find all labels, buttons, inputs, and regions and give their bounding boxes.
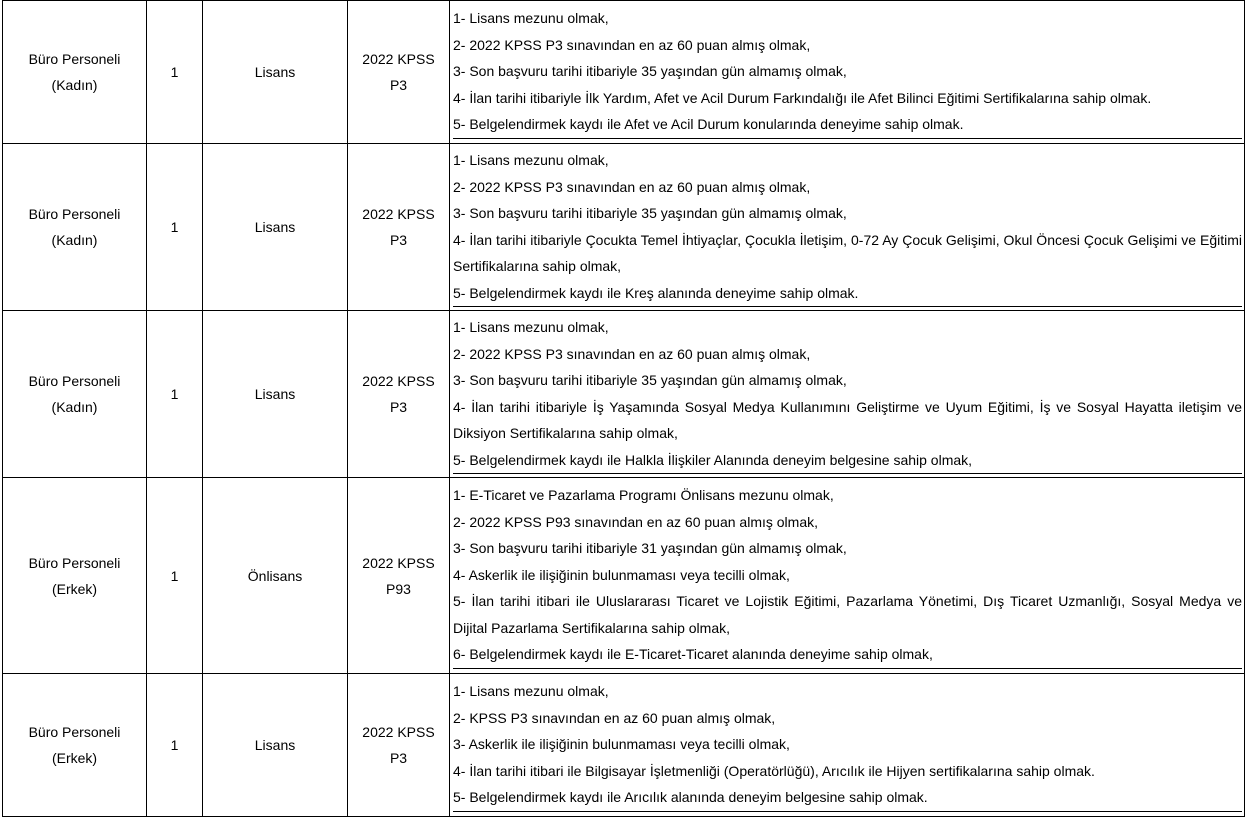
requirement-item: 4- İlan tarihi itibariyle İlk Yardım, Afet ve Acil Durum Farkındalığı ile Afet Bilinci Eğitimi Sertifikalarına sahip olmak.	[453, 89, 1152, 106]
table-row	[3, 311, 1245, 478]
position-line: Büro Personeli	[28, 554, 121, 571]
requirement-item: 1- Lisans mezunu olmak,	[453, 319, 609, 335]
exam-cell	[348, 311, 450, 478]
requirements-cell	[450, 674, 1245, 817]
table-body	[3, 1, 1245, 817]
table-row	[3, 674, 1245, 817]
position-line: Büro Personeli	[28, 51, 121, 67]
position-line: (Kadın)	[51, 399, 98, 415]
exam-line: 2022 KPSS	[362, 206, 435, 222]
requirement-item: 2- 2022 KPSS P3 sınavından en az 60 puan almış olmak,	[453, 36, 811, 53]
requirement-item: 1- Lisans mezunu olmak,	[453, 152, 609, 168]
requirement-item: 5- Belgelendirmek kaydı ile Kreş alanında deneyime sahip olmak.	[453, 280, 1242, 308]
position-cell	[3, 311, 147, 478]
requirement-item: 5- İlan tarihi itibari ile Uluslararası Ticaret ve Lojistik Eğitimi, Pazarlama Yönetimi, Dış Ticaret Uzmanlığı, Sosyal Medya ve Dijital Pazarlama Sertifikalarına sahip olmak,	[453, 593, 1242, 636]
exam-line: 2022 KPSS	[362, 724, 435, 740]
requirement-item: 6- Belgelendirmek kaydı ile E-Ticaret-Ticaret alanında deneyime sahip olmak,	[453, 641, 1242, 669]
table-row	[3, 1, 1245, 144]
exam-line: 2022 KPSS	[362, 373, 435, 389]
position-cell	[3, 478, 147, 674]
education-cell: Lisans	[203, 1, 348, 144]
position-cell	[3, 144, 147, 311]
requirement-item: 2- 2022 KPSS P93 sınavından en az 60 puan almış olmak,	[453, 513, 819, 530]
education-cell: Lisans	[203, 311, 348, 478]
education-cell: Önlisans	[203, 478, 348, 674]
requirement-item: 5- Belgelendirmek kaydı ile Arıcılık alanında deneyim belgesine sahip olmak.	[453, 784, 1242, 812]
exam-line: 2022 KPSS	[362, 554, 435, 571]
position-line: (Kadın)	[51, 232, 98, 248]
count-cell: 1	[147, 478, 203, 674]
requirement-item: 4- Askerlik ile ilişiğinin bulunmaması veya tecilli olmak,	[453, 566, 790, 583]
position-line: Büro Personeli	[28, 206, 121, 222]
position-line: (Erkek)	[51, 580, 98, 597]
education-cell: Lisans	[203, 144, 348, 311]
job-requirements-table	[2, 0, 1245, 817]
requirement-item: 2- KPSS P3 sınavından en az 60 puan almış olmak,	[453, 709, 776, 726]
exam-line: P3	[389, 77, 408, 93]
requirement-item: 4- İlan tarihi itibariyle Çocukta Temel İhtiyaçlar, Çocukla İletişim, 0-72 Ay Çocuk Gelişimi, Okul Öncesi Çocuk Gelişimi ve Eğitimi Sertifikalarına sahip olmak,	[453, 231, 1242, 274]
exam-line: P3	[389, 750, 408, 766]
position-line: (Erkek)	[51, 750, 98, 766]
requirement-item: 3- Askerlik ile ilişiğinin bulunmaması veya tecilli olmak,	[453, 736, 790, 753]
count-cell: 1	[147, 1, 203, 144]
exam-line: P3	[389, 232, 408, 248]
requirement-item: 2- 2022 KPSS P3 sınavından en az 60 puan almış olmak,	[453, 345, 811, 362]
position-cell	[3, 674, 147, 817]
requirements-cell	[450, 311, 1245, 478]
requirement-item: 2- 2022 KPSS P3 sınavından en az 60 puan almış olmak,	[453, 178, 811, 195]
table-row	[3, 144, 1245, 311]
requirement-item: 1- Lisans mezunu olmak,	[453, 10, 609, 27]
count-cell: 1	[147, 144, 203, 311]
position-line: Büro Personeli	[28, 373, 121, 389]
requirements-cell	[450, 1, 1245, 144]
exam-line: P93	[386, 580, 411, 597]
table-row	[3, 478, 1245, 674]
requirement-item: 4- İlan tarihi itibari ile Bilgisayar İşletmenliği (Operatörlüğü), Arıcılık ile Hijyen sertifikalarına sahip olmak.	[453, 762, 1095, 779]
education-cell: Lisans	[203, 674, 348, 817]
position-line: (Kadın)	[51, 77, 98, 93]
count-cell: 1	[147, 674, 203, 817]
requirement-item: 4- İlan tarihi itibariyle İş Yaşamında Sosyal Medya Kullanımını Geliştirme ve Uyum Eğitimi, İş ve Sosyal Hayatta iletişim ve Diksiyon Sertifikalarına sahip olmak,	[453, 398, 1242, 441]
exam-line: P3	[389, 399, 408, 415]
position-line: Büro Personeli	[28, 724, 121, 740]
requirement-item: 3- Son başvuru tarihi itibariyle 31 yaşından gün almamış olmak,	[453, 540, 847, 557]
count-cell: 1	[147, 311, 203, 478]
exam-cell	[348, 144, 450, 311]
requirements-cell	[450, 478, 1245, 674]
requirement-item: 3- Son başvuru tarihi itibariyle 35 yaşından gün almamış olmak,	[453, 63, 847, 80]
position-cell	[3, 1, 147, 144]
requirement-item: 3- Son başvuru tarihi itibariyle 35 yaşından gün almamış olmak,	[453, 372, 847, 388]
exam-line: 2022 KPSS	[362, 51, 435, 67]
requirement-item: 1- Lisans mezunu olmak,	[453, 683, 609, 700]
requirement-item: 1- E-Ticaret ve Pazarlama Programı Önlisans mezunu olmak,	[453, 487, 834, 504]
requirements-cell	[450, 144, 1245, 311]
exam-cell	[348, 1, 450, 144]
requirement-item: 5- Belgelendirmek kaydı ile Afet ve Acil Durum konularında deneyime sahip olmak.	[453, 111, 1242, 139]
requirement-item: 5- Belgelendirmek kaydı ile Halkla İlişkiler Alanında deneyim belgesine sahip olmak,	[453, 447, 1242, 475]
exam-cell	[348, 478, 450, 674]
requirement-item: 3- Son başvuru tarihi itibariyle 35 yaşından gün almamış olmak,	[453, 205, 847, 221]
exam-cell	[348, 674, 450, 817]
